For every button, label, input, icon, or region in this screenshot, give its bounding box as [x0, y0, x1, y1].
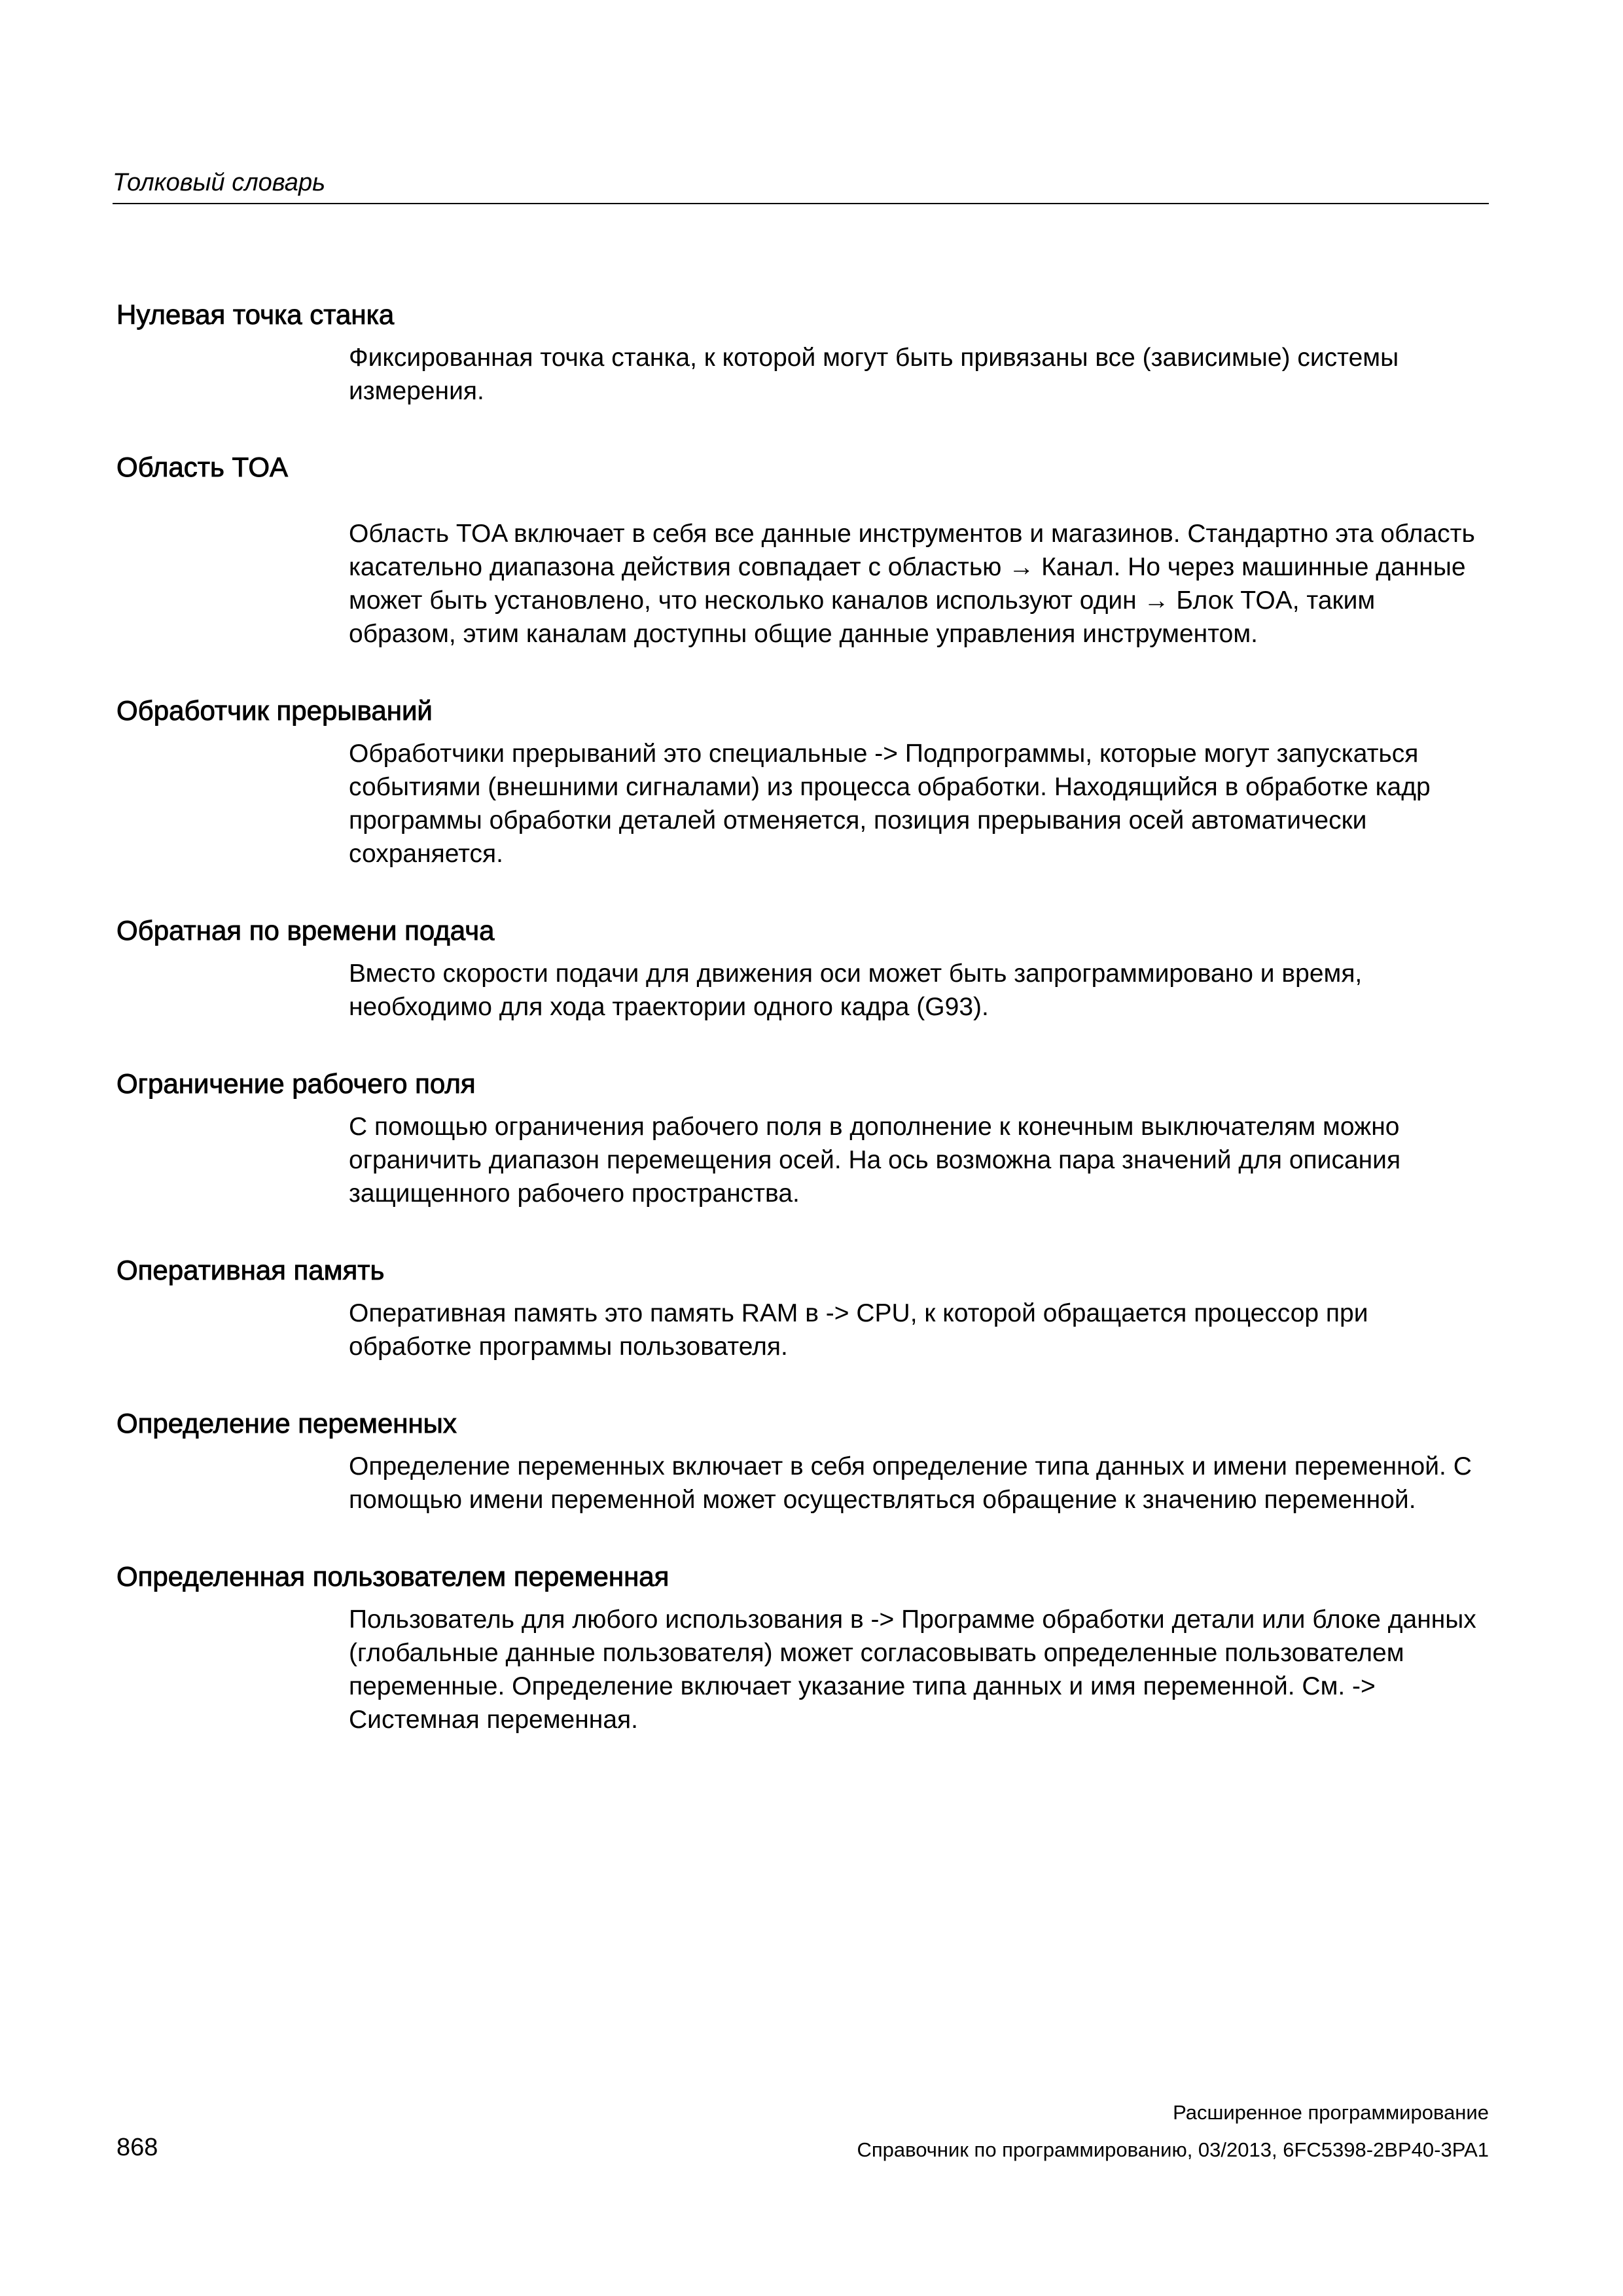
glossary-term: Оперативная память — [116, 1255, 385, 1285]
glossary-definition: Область TOA включает в себя все данные инструментов и магазинов. Стандартно эта область касательно диапазона действия совпадает с областью → Канал. Но через машинные данные может быть установлено, что несколько каналов используют один → Блок TOA, таким образом, этим каналам доступны общие данные управления инструментом. — [349, 520, 1475, 648]
glossary-term: Определенная пользователем переменная — [116, 1561, 669, 1592]
page-number: 868 — [116, 2134, 158, 2161]
glossary-definition: Обработчики прерываний это специальные -> Подпрограммы, которые могут запускаться событиями (внешними сигналами) из процесса обработки. Находящийся в обработке кадр программы обработки деталей отменяется, позиция прерывания осей автоматически сохраняется. — [349, 740, 1431, 868]
glossary-definition: Фиксированная точка станка, к которой могут быть привязаны все (зависимые) системы измерения. — [349, 344, 1399, 405]
glossary-content — [116, 298, 1489, 1736]
glossary-definition: Определение переменных включает в себя определение типа данных и имени переменной. С помощью имени переменной может осуществляться обращение к значению переменной. — [349, 1452, 1472, 1514]
glossary-entry — [116, 1560, 1489, 1736]
glossary-entry — [116, 1253, 1489, 1363]
glossary-term: Обратная по времени подача — [116, 915, 495, 946]
glossary-entry — [116, 450, 1489, 651]
glossary-definition: Пользователь для любого использования в -> Программе обработки детали или блоке данных (глобальные данные пользователя) может согласовывать определенные пользователем переменные. Определение включает указание типа данных и имя переменной. См. -> Системная переменная. — [349, 1605, 1476, 1734]
glossary-entry — [116, 298, 1489, 408]
glossary-entry — [116, 914, 1489, 1024]
glossary-entry — [116, 694, 1489, 870]
glossary-term: Нулевая точка станка — [116, 299, 395, 330]
glossary-definition: Оперативная память это память RAM в -> CPU, к которой обращается процессор при обработке программы пользователя. — [349, 1299, 1368, 1361]
page-header — [113, 166, 1489, 204]
glossary-term: Определение переменных — [116, 1408, 457, 1439]
footer-document-reference: Справочник по программированию, 03/2013, 6FC5398-2BP40-3PA1 — [857, 2138, 1489, 2161]
glossary-definition: Вместо скорости подачи для движения оси может быть запрограммировано и время, необходимо для хода траектории одного кадра (G93). — [349, 960, 1363, 1021]
glossary-term: Область TOA — [116, 452, 289, 482]
glossary-definition: С помощью ограничения рабочего поля в дополнение к конечным выключателям можно ограничить диапазон перемещения осей. На ось возможна пара значений для описания защищенного рабочего пространства. — [349, 1113, 1401, 1208]
glossary-term: Обработчик прерываний — [116, 695, 433, 726]
glossary-term: Ограничение рабочего поля — [116, 1068, 476, 1099]
glossary-entry — [116, 1067, 1489, 1210]
footer-document-title: Расширенное программирование — [1173, 2101, 1489, 2124]
running-header-title: Толковый словарь — [113, 169, 326, 196]
glossary-entry — [116, 1407, 1489, 1516]
